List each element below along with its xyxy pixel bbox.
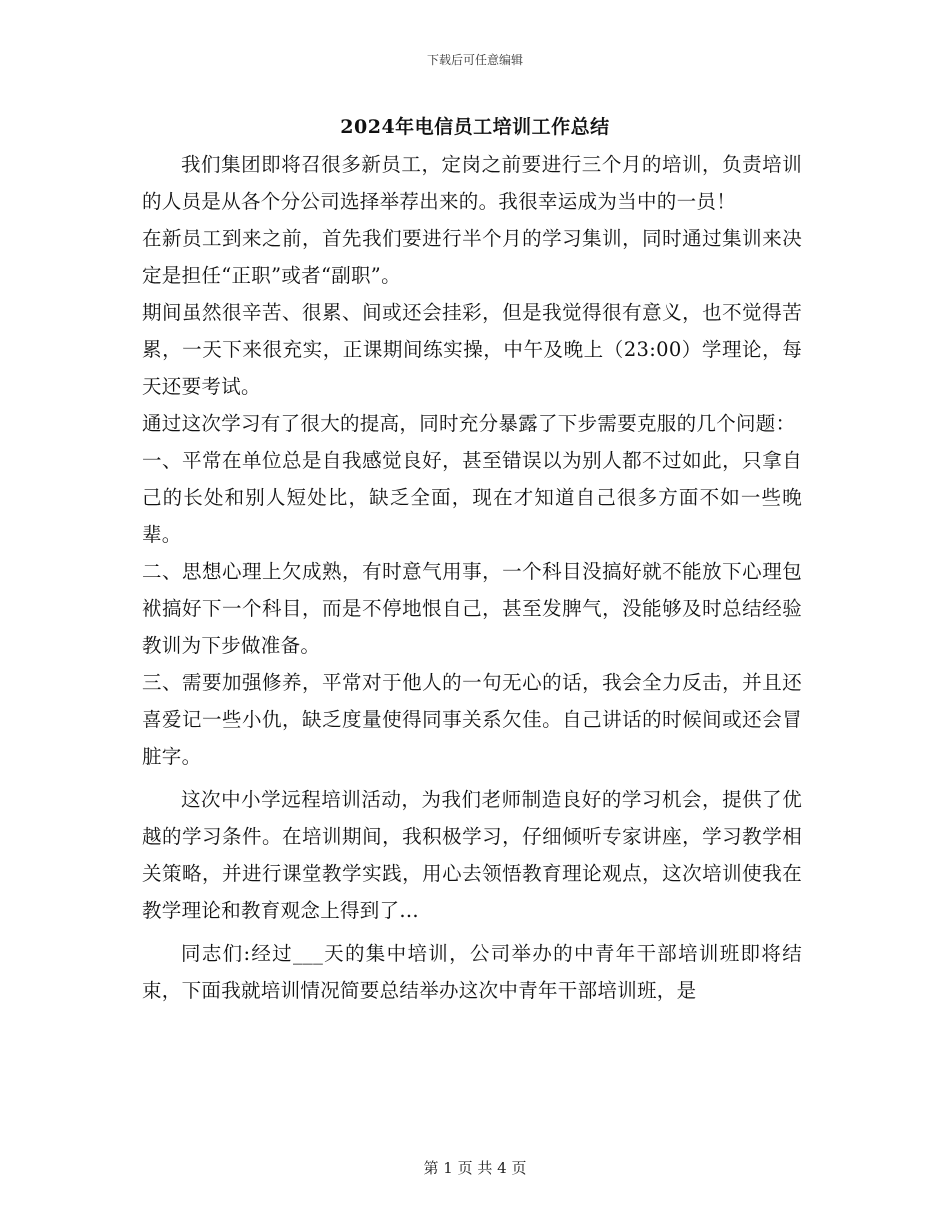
paragraph-4: 通过这次学习有了很大的提高，同时充分暴露了下步需要克服的几个问题：: [142, 412, 796, 435]
paragraph-8: 这次中小学远程培训活动，为我们老师制造良好的学习机会，提供了优越的学习条件。在培训期间，我积极学习，仔细倾听专家讲座，学习教学相关策略，并进行课堂教学实践，用心去领悟教育理论观点，这次培训使我在教学理论和教育观念上得到了...: [142, 788, 802, 922]
document-body: [142, 146, 802, 1009]
page-number: 第 1 页 共 4 页: [423, 1159, 527, 1177]
paragraph-3: 期间虽然很辛苦、很累、间或还会挂彩，但是我觉得很有意义，也不觉得苦累，一天下来很充实，正课期间练实操，中午及晚上（23:00）学理论，每天还要考试。: [142, 301, 802, 398]
paragraph-6-point-two: 二、思想心理上欠成熟，有时意气用事，一个科目没搞好就不能放下心理包袱搞好下一个科目，而是不停地恨自己，甚至发脾气，没能够及时总结经验教训为下步做准备。: [142, 560, 802, 657]
paragraph-1: 我们集团即将召很多新员工，定岗之前要进行三个月的培训，负责培训的人员是从各个分公司选择举荐出来的。我很幸运成为当中的一员！: [142, 153, 802, 213]
paragraph-2: 在新员工到来之前，首先我们要进行半个月的学习集训，同时通过集训来决定是担任“正职”或者“副职”。: [142, 227, 802, 287]
page-title: 2024年电信员工培训工作总结: [340, 116, 610, 138]
paragraph-5-point-one: 一、平常在单位总是自我感觉良好，甚至错误以为别人都不过如此，只拿自己的长处和别人短处比，缺乏全面，现在才知道自己很多方面不如一些晚辈。: [142, 449, 802, 546]
paragraph-9: 同志们:经过___天的集中培训，公司举办的中青年干部培训班即将结束，下面我就培训情况简要总结举办这次中青年干部培训班，是: [142, 942, 802, 1002]
page-header-note: 下载后可任意编辑: [426, 53, 523, 67]
paragraph-7-point-three: 三、需要加强修养，平常对于他人的一句无心的话，我会全力反击，并且还喜爱记一些小仇，缺乏度量使得同事关系欠佳。自己讲话的时候间或还会冒脏字。: [142, 671, 802, 768]
